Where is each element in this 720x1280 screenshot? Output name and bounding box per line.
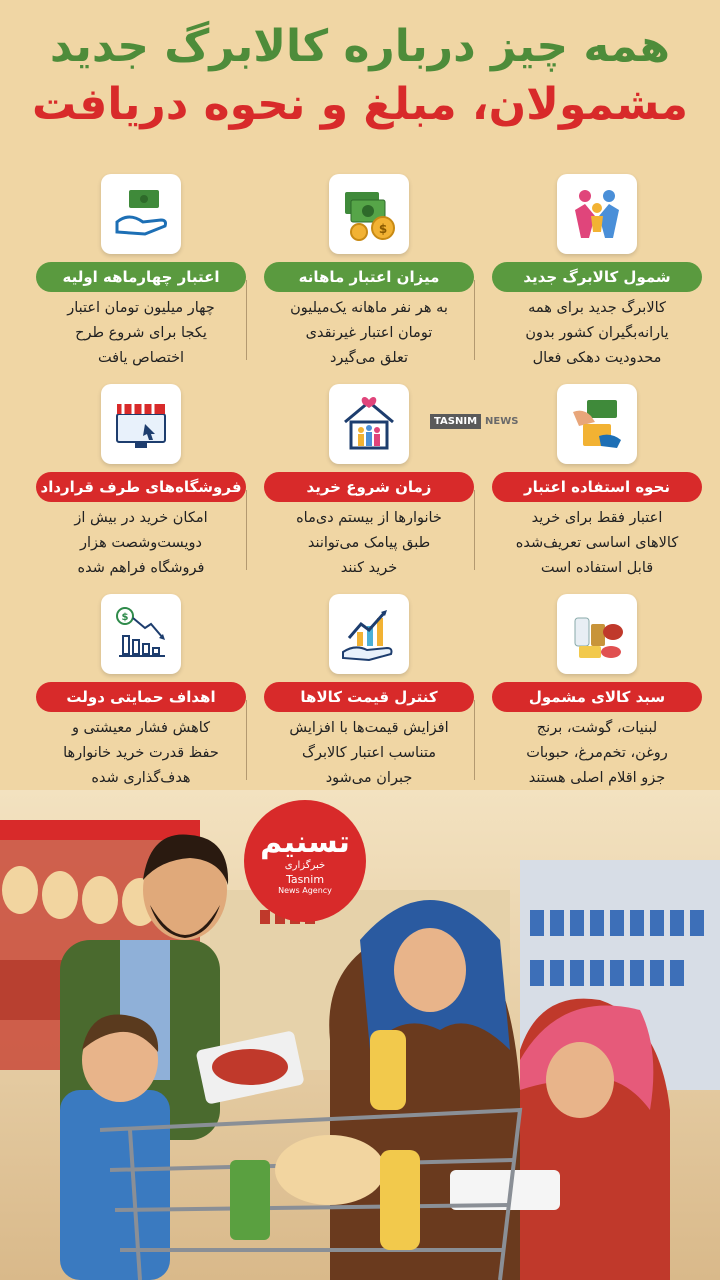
divider — [246, 700, 247, 780]
card-label: سبد کالای مشمول — [492, 682, 702, 712]
family-icon — [557, 174, 637, 254]
card-description: اعتبار فقط برای خرید کالاهای اساسی تعریف‌شده قابل استفاده است — [515, 510, 679, 576]
card-label: کنترل قیمت کالاها — [264, 682, 474, 712]
card-label: اهداف حمایتی دولت — [36, 682, 246, 712]
woman-figure — [329, 900, 520, 1280]
logo-sub-en: Tasnim — [285, 872, 325, 886]
card-description: کاهش فشار معیشتی و حفظ قدرت خرید خانوارها هدف‌گذاری شده — [63, 720, 219, 786]
card-start-time — [264, 380, 474, 580]
card-stores — [36, 380, 246, 580]
cash-hand-icon — [101, 174, 181, 254]
card-support-goals — [36, 590, 246, 790]
home-family-icon — [329, 384, 409, 464]
online-store-icon — [101, 384, 181, 464]
card-description: افزایش قیمت‌ها با افزایش متناسب اعتبار کالابرگ جبران می‌شود — [289, 720, 449, 786]
card-description: چهار میلیون تومان اعتبار یکجا برای شروع طرح اختصاص یافت — [67, 300, 215, 366]
card-label: اعتبار چهارماهه اولیه — [36, 262, 246, 292]
logo-name: تسنیم — [260, 824, 350, 860]
tasnim-logo — [244, 800, 366, 922]
card-description: امکان خرید در بیش از دویست‌وشصت هزار فروشگاه فراهم شده — [74, 510, 208, 576]
card-label: میزان اعتبار ماهانه — [264, 262, 474, 292]
card-description: کالابرگ جدید برای همه یارانه‌بگیران کشور بدون محدودیت دهکی فعال — [525, 300, 669, 366]
svg-text:$: $ — [378, 222, 388, 236]
watermark-suffix: NEWS — [485, 416, 519, 427]
card-monthly-credit — [264, 170, 474, 370]
card-description: خانوارها از بیستم دی‌ماه طبق پیامک می‌توانند خرید کنند — [296, 510, 442, 576]
divider — [246, 280, 247, 360]
card-initial-credit — [36, 170, 246, 370]
groceries-icon — [557, 594, 637, 674]
card-description: به هر نفر ماهانه یک‌میلیون تومان اعتبار غیرنقدی تعلق می‌گیرد — [290, 300, 448, 366]
declining-chart-icon — [101, 594, 181, 674]
page-title: همه چیز درباره کالابرگ جدید — [49, 21, 671, 72]
divider — [474, 280, 475, 360]
watermark — [430, 414, 518, 429]
logo-sub-fa: خبرگزاری — [284, 859, 326, 871]
card-label: شمول کالابرگ جدید — [492, 262, 702, 292]
oil-bottle — [370, 1030, 406, 1110]
payment-card-icon — [557, 384, 637, 464]
card-usage — [492, 380, 702, 580]
divider — [474, 490, 475, 570]
divider — [474, 700, 475, 780]
card-label: فروشگاه‌های طرف قرارداد — [36, 472, 246, 502]
card-label: نحوه استفاده اعتبار — [492, 472, 702, 502]
divider — [246, 490, 247, 570]
page-subtitle: مشمولان، مبلغ و نحوه دریافت — [31, 79, 689, 130]
card-description: لبنیات، گوشت، برنج روغن، تخم‌مرغ، حبوبات جزو اقلام اصلی هستند — [526, 720, 668, 786]
svg-text:$: $ — [121, 612, 129, 623]
card-price-control — [264, 590, 474, 790]
info-grid — [18, 170, 702, 790]
card-basket — [492, 590, 702, 790]
price-growth-icon — [329, 594, 409, 674]
card-coverage — [492, 170, 702, 370]
page-header — [0, 18, 720, 134]
watermark-brand: TASNIM — [430, 414, 481, 429]
money-coins-icon — [329, 174, 409, 254]
logo-sub-en2: News Agency — [278, 885, 332, 895]
card-label: زمان شروع خرید — [264, 472, 474, 502]
